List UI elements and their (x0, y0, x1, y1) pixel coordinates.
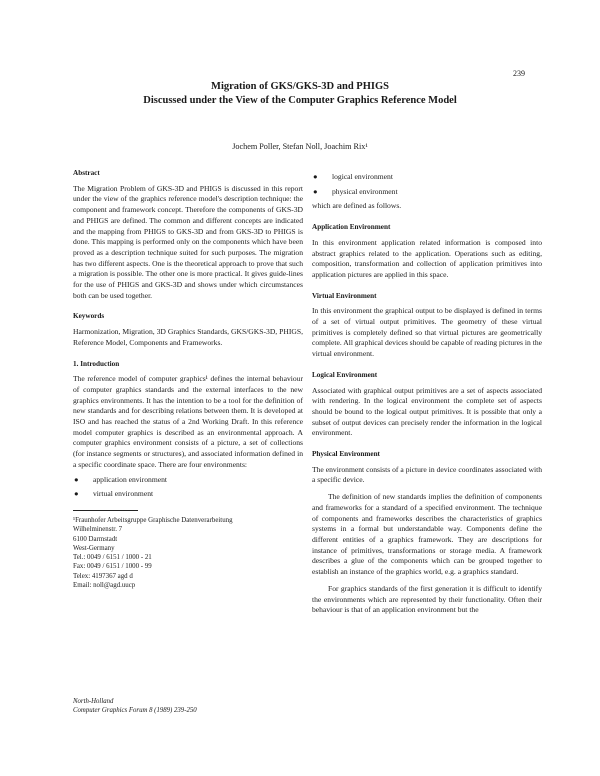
physical-environment-heading: Physical Environment (312, 450, 380, 459)
logical-environment-text: Associated with graphical output primitives are a set of aspects associated with rendering. In the logical environment the complete set of aspects should be bound to the logical output primitives. It is possible that only a subset of output devices can precisely render the information in the logical environment. (312, 385, 542, 438)
footnote-line: Wilhelminenstr. 7 (73, 526, 123, 534)
abstract-heading: Abstract (73, 169, 100, 177)
publisher: North-Holland (73, 698, 114, 705)
keywords-text: Harmonization, Migration, 3D Graphics Standards, GKS/GKS-3D, PHIGS, Reference Model, Components and Frameworks. (73, 327, 303, 347)
paper-title (60, 80, 540, 108)
footnote-line: Email: noll@agd.uucp (73, 582, 136, 590)
components-frameworks-text: The definition of new standards implies the definition of components and frameworks for a standard of a specified environment. The technique of components and frameworks describes the characteristics of graphics systems in a formal but understandable way. Components define the different entities of a graphics framework. They are descriptions for instance of primitives, transformations or storage media. A framework describes a glue of the components which can be grouped together to establish an instance of the graphics world, e.g. a graphics standard. (312, 492, 542, 577)
authors: Jochem Poller, Stefan Noll, Joachim Rix¹ (232, 142, 368, 151)
virtual-environment-heading: Virtual Environment (312, 291, 377, 300)
physical-environment-section (312, 449, 542, 616)
bullet-icon: ● (313, 172, 318, 181)
footnote-line: Telex: 4197367 agd d (73, 572, 133, 580)
footnote-line: Tel.: 0049 / 6151 / 1000 - 21 (73, 554, 152, 562)
environment-list-left (73, 475, 303, 500)
bullet-icon: ● (313, 186, 318, 196)
virtual-environment-text: In this environment the graphical output to be displayed is defined in terms of a set of virtual output primitives. The geometry of these virtual primitives is completely defined so that virtual pictures are geometrically complete. All graphical devices should be capable of reading pictures in the virtual environment. (312, 306, 542, 359)
footnote-divider (73, 510, 138, 511)
bullets-followup: which are defined as follows. (312, 201, 402, 211)
application-environment-text: In this environment application related information is composed into abstract graphics related to the application. Operations such as editing, composition, transformation and collection of application primitives into application pictures are applied in this space. (312, 237, 542, 279)
list-item: ● application environment (74, 474, 168, 484)
abstract-text: The Migration Problem of GKS-3D and PHIGS is discussed in this report under the view of the graphics reference model's description technique: the component and framework concept. Therefore the components of GKS-3D and PHIGS are defined. The common and different concepts are indicated and the mapping from PHIGS to GKS-3D and from GKS-3D to PHIGS is done. This mapping is performed only on the components which have been proved as a description technique suited for such purposes. The migration has two different aspects. One is the theoretical approach to prove that such a migration is possible. The other one is more practical. It gives guide-lines for the use of PHIGS and GKS-3D and shows under which circumstances both can be used together. (73, 183, 303, 300)
bullet-icon: ● (74, 474, 79, 484)
bullet-icon: ● (74, 489, 79, 499)
introduction-section (73, 359, 303, 500)
application-environment-heading: Application Environment (312, 223, 391, 232)
footnote-line: 6100 Darmstadt (73, 535, 118, 543)
abstract-section (73, 168, 303, 301)
title-line-2: Discussed under the View of the Computer Graphics Reference Model (143, 95, 457, 106)
footnote-line: West-Germany (73, 544, 115, 552)
virtual-environment-section (312, 291, 542, 360)
page-number: 239 (513, 69, 525, 78)
introduction-heading: 1. Introduction (73, 359, 120, 368)
title-line-1: Migration of GKS/GKS-3D and PHIGS (211, 81, 389, 92)
logical-environment-heading: Logical Environment (312, 370, 378, 379)
journal-info (73, 697, 197, 715)
footnote-line: ¹Fraunhofer Arbeitsgruppe Graphische Datenverarbeitung (73, 516, 233, 524)
environment-list-right (312, 172, 542, 197)
list-item: ● logical environment (313, 172, 393, 181)
keywords-section (73, 311, 303, 348)
application-environment-section (312, 222, 542, 281)
list-item: ● virtual environment (74, 489, 154, 499)
physical-environment-text: The environment consists of a picture in device coordinates associated with a specific device. (312, 464, 542, 485)
right-column (312, 168, 542, 626)
first-generation-text: For graphics standards of the first generation it is difficult to identify the environments which are represented by their functionality. Often their behaviour is that of an application environment but the (312, 583, 542, 615)
list-item: ● physical environment (313, 186, 398, 196)
keywords-heading: Keywords (73, 312, 105, 321)
logical-environment-section (312, 370, 542, 439)
journal-citation: Computer Graphics Forum 8 (1989) 239-250 (73, 707, 197, 714)
footnote-line: Fax: 0049 / 6151 / 1000 - 99 (73, 563, 152, 571)
left-column (73, 168, 303, 590)
introduction-text: The reference model of computer graphics¹ defines the internal behaviour of computer graphics standards and the external interfaces to the new graphics environments. It has the intention to be a tool for the definition of new standards and for describing relations between them. It is developed at ISO and has reached the status of a 2nd Working Draft. In this reference model computer graphics is described as an environmental approach. A computer graphics environment consists of a picture, a set of collections (for instance segments or structures), and associated information defined in a specific coordinate space. There are four environments: (73, 374, 303, 469)
footnote (73, 516, 303, 590)
